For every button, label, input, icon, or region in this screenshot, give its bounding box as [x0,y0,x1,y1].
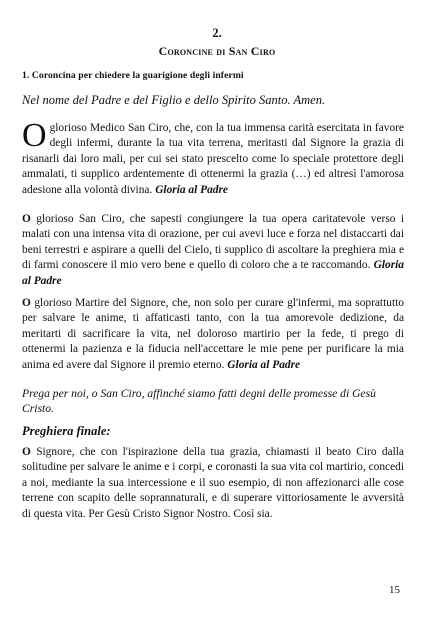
section-heading: 1. Coroncina per chiedere la guarigione degli infermi [22,70,244,81]
paragraph-text: glorioso Martire del Signore, che, non solo per curare gl'infermi, ma soprattutto per salvare le anime, ti affaticasti tanto, con la tua amorevole dedizione, da meritarti di sacrificare la vita, nel doloroso martirio per la fede, ti prego di ottenermi la pazienza e la fiducia nell'accettare le mie pene per purificare la mia anima ed avere dal Signore il premio eterno. [22,297,404,371]
final-prayer-heading: Preghiera finale: [22,424,111,438]
opening-invocation: Nel nome del Padre e del Figlio e dello Spirito Santo. Amen. [22,93,326,107]
paragraph-text: Signore, che con l'ispirazione della tua grazia, chiamasti il beato Ciro dalla solitudine per salvare le anime e i corpi, e coronasti la sua vita col martirio, concedi a noi, mediante la sua intercessione e il suo esempio, di non affezionarci alle cose terrene con scapito delle soprannaturali, e di superare vittoriosamente le avversità di questa vita. Per Gesù Cristo Signor Nostro. Così sia. [22,446,404,520]
intercession-line: Prega per noi, o San Ciro, affinché siamo fatti degni delle promesse di Gesù Cristo. [22,387,376,416]
chapter-title-text: Coroncine di San Ciro [158,44,276,58]
prayer-paragraph-2 [22,212,404,289]
gloria-refrain: Gloria al Padre [22,259,404,287]
paragraph-lead: O [22,446,31,458]
paragraph-lead: O [22,297,31,309]
final-prayer-paragraph [22,445,404,522]
chapter-number: 2. [212,26,222,40]
paragraph-text: glorioso San Ciro, che sapesti congiungere la tua opera caritatevole verso i malati con una intensa vita di orazione, per cui avevi luce e forza nel distaccarti dai beni terrestri e aspirare a quelli del Cielo, ti supplico di ascoltare la preghiera mia e di farmi conoscere il mio vero bene e quello di coloro che a te raccomando. [22,213,404,272]
drop-cap: O [22,117,47,154]
gloria-refrain: Gloria al Padre [227,358,301,371]
paragraph-text: glorioso Medico San Ciro, che, con la tua immensa carità esercitata in favore degli infermi, durante la tua vita terrena, meritasti dal Signore la grazia di risanarli dai loro mali, per cui sei stato prescelto come lo speciale protettore degli ammalati, ti supplico ardentemente di ottenermi la grazia (…) ed altresì l'amorosa adesione alla volontà divina. [22,122,404,196]
page-number: 15 [389,584,400,596]
paragraph-lead: O [22,213,31,225]
gloria-refrain: Gloria al Padre [155,183,228,196]
chapter-title [0,44,434,59]
prayer-paragraph-1 [22,117,404,198]
prayer-paragraph-3 [22,296,404,373]
